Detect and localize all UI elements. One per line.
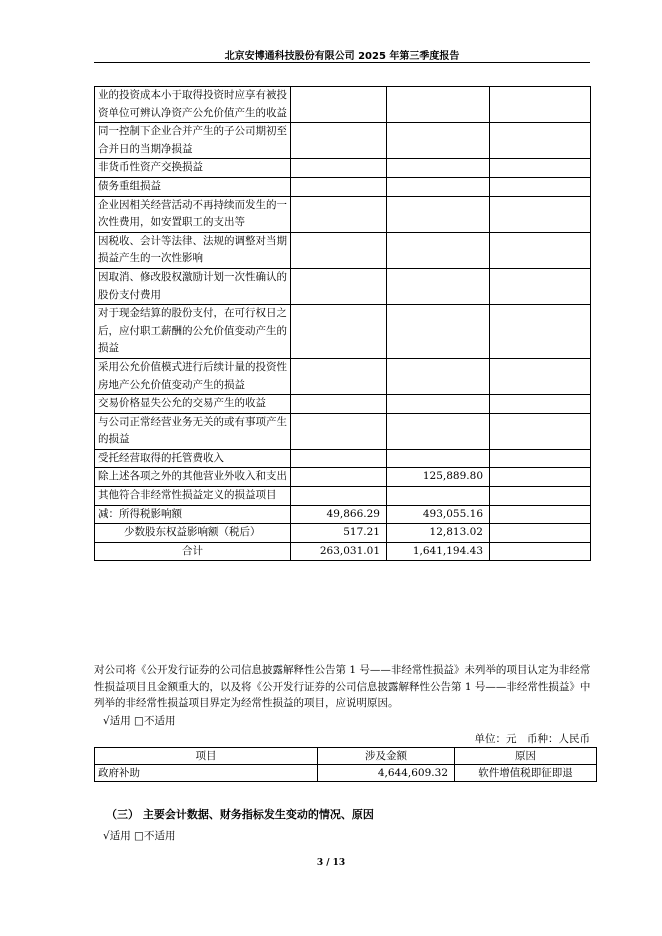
amount-cell: 517.21 <box>291 524 387 543</box>
amount-cell <box>291 468 387 487</box>
amount-cell <box>291 196 387 232</box>
item-cell: 因取消、修改股权激励计划一次性确认的股份支付费用 <box>95 268 291 304</box>
applicability-checkbox-line: √适用 □不适用 <box>103 715 176 727</box>
amount-cell <box>291 413 387 449</box>
note-cell <box>490 232 591 268</box>
amount-cell <box>291 177 387 196</box>
table-row <box>95 505 591 524</box>
non-recurring-gains-table <box>94 86 591 561</box>
item-cell: 其他符合非经常性损益定义的损益项目 <box>95 487 291 506</box>
amount-cell <box>291 123 387 159</box>
table-row <box>95 87 591 123</box>
column-header: 涉及金额 <box>318 748 455 765</box>
total-label: 合计 <box>95 542 291 561</box>
amount-cell <box>291 395 387 414</box>
amount-cell: 125,889.80 <box>387 468 490 487</box>
header-divider <box>94 62 590 63</box>
item-cell: 减：所得税影响额 <box>95 505 291 524</box>
item-cell: 业的投资成本小于取得投资时应享有被投资单位可辨认净资产公允价值产生的收益 <box>95 87 291 123</box>
table-row <box>95 268 591 304</box>
table-row <box>95 487 591 506</box>
reason-cell: 软件增值税即征即退 <box>455 765 597 782</box>
amount-cell <box>291 358 387 394</box>
note-cell <box>490 542 591 561</box>
item-cell: 非货币性资产交换损益 <box>95 159 291 178</box>
item-cell: 受托经营取得的托管费收入 <box>95 449 291 468</box>
total-row <box>95 542 591 561</box>
table-row <box>95 358 591 394</box>
amount-cell <box>291 305 387 359</box>
table-row <box>95 232 591 268</box>
item-cell: 同一控制下企业合并产生的子公司期初至合并日的当期净损益 <box>95 123 291 159</box>
government-subsidy-table <box>94 747 597 782</box>
note-cell <box>490 395 591 414</box>
item-cell: 除上述各项之外的其他营业外收入和支出 <box>95 468 291 487</box>
note-cell <box>490 468 591 487</box>
table-row <box>95 196 591 232</box>
amount-cell <box>387 123 490 159</box>
item-cell: 对于现金结算的股份支付，在可行权日之后，应付职工薪酬的公允价值变动产生的损益 <box>95 305 291 359</box>
table-row <box>95 524 591 543</box>
amount-cell <box>291 268 387 304</box>
table-row <box>95 413 591 449</box>
item-cell: 采用公允价值模式进行后续计量的投资性房地产公允价值变动产生的损益 <box>95 358 291 394</box>
amount-cell <box>387 268 490 304</box>
amount-cell: 49,866.29 <box>291 505 387 524</box>
amount-cell <box>387 87 490 123</box>
note-cell <box>490 177 591 196</box>
amount-cell <box>387 159 490 178</box>
amount-cell <box>387 395 490 414</box>
amount-cell: 4,644,609.32 <box>318 765 455 782</box>
table-row <box>95 159 591 178</box>
note-cell <box>490 524 591 543</box>
table-row <box>95 765 597 782</box>
item-cell: 因税收、会计等法律、法规的调整对当期损益产生的一次性影响 <box>95 232 291 268</box>
note-cell <box>490 123 591 159</box>
amount-cell <box>387 487 490 506</box>
amount-cell <box>387 232 490 268</box>
page-number: 3 / 13 <box>316 858 346 868</box>
amount-cell <box>291 159 387 178</box>
note-cell <box>490 196 591 232</box>
amount-cell <box>387 449 490 468</box>
note-cell <box>490 268 591 304</box>
amount-cell <box>387 196 490 232</box>
note-cell <box>490 358 591 394</box>
item-cell: 债务重组损益 <box>95 177 291 196</box>
unit-currency-line: 单位：元 币种：人民币 <box>474 733 590 745</box>
item-cell: 政府补助 <box>95 765 318 782</box>
amount-cell <box>387 177 490 196</box>
table-header-row <box>95 748 597 765</box>
item-cell: 交易价格显失公允的交易产生的收益 <box>95 395 291 414</box>
item-cell: 与公司正常经营业务无关的或有事项产生的损益 <box>95 413 291 449</box>
note-cell <box>490 159 591 178</box>
table-row <box>95 395 591 414</box>
column-header: 原因 <box>455 748 597 765</box>
amount-cell: 493,055.16 <box>387 505 490 524</box>
note-cell <box>490 449 591 468</box>
item-cell: 企业因相关经营活动不再持续而发生的一次性费用，如安置职工的支出等 <box>95 196 291 232</box>
total-amount: 263,031.01 <box>291 542 387 561</box>
table-row <box>95 177 591 196</box>
note-cell <box>490 487 591 506</box>
column-header: 项目 <box>95 748 318 765</box>
amount-cell: 12,813.02 <box>387 524 490 543</box>
amount-cell <box>291 87 387 123</box>
table-row <box>95 123 591 159</box>
amount-cell <box>387 305 490 359</box>
note-cell <box>490 413 591 449</box>
amount-cell <box>291 449 387 468</box>
disclosure-note: 对公司将《公开发行证券的公司信息披露解释性公告第 1 号——非经常性损益》未列举的项目认定为非经常性损益项目且金额重大的，以及将《公开发行证券的公司信息披露解释性公告第 1 号——非经常性损益》中列举的非经常性损益项目界定为经常性损益的项目，应说明原因。 <box>94 664 591 709</box>
amount-cell <box>291 232 387 268</box>
total-amount: 1,641,194.43 <box>387 542 490 561</box>
note-cell <box>490 505 591 524</box>
amount-cell <box>387 358 490 394</box>
item-cell: 少数股东权益影响额（税后） <box>95 524 291 543</box>
report-header: 北京安博通科技股份有限公司 2025 年第三季度报告 <box>224 51 460 62</box>
note-cell <box>490 87 591 123</box>
applicability-checkbox-line: √适用 □不适用 <box>103 830 176 842</box>
note-cell <box>490 305 591 359</box>
table-row <box>95 449 591 468</box>
table-row <box>95 468 591 487</box>
amount-cell <box>291 487 387 506</box>
table-row <box>95 305 591 359</box>
section-heading: （三） 主要会计数据、财务指标发生变动的情况、原因 <box>106 808 374 821</box>
amount-cell <box>387 413 490 449</box>
